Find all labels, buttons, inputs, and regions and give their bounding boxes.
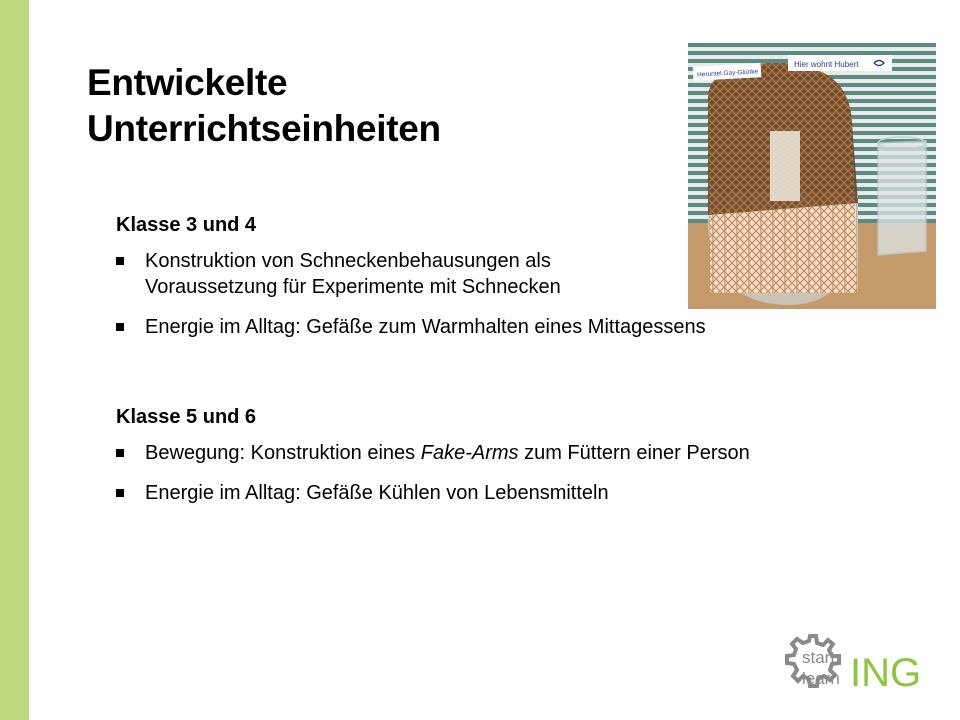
list-item-italic: Fake-Arms [420,442,519,464]
list-item-text: Energie im Alltag: Gefäße zum Warmhalten eines Mittagessens [145,316,706,338]
title-line-2: Unterrichtseinheiten [87,108,441,149]
section-klasse-3-4 [116,212,706,354]
list-item [116,480,750,506]
title-line-1: Entwickelte [87,62,288,103]
slide-title [87,60,441,152]
logo-word-start: start [802,648,836,667]
bullet-list [116,248,706,340]
section-heading: Klasse 3 und 4 [116,214,257,236]
photo-label-right: Hier wohnt Hubert [794,60,859,69]
list-item-text: zum Füttern einer Person [518,442,750,464]
gear-icon [772,630,932,706]
section-klasse-5-6 [116,404,750,520]
logo-word-learn: learn [802,669,840,688]
list-item-text: Energie im Alltag: Gefäße Kühlen von Lebensmitteln [145,482,609,504]
snail-house-illustration [688,43,936,309]
list-item-text-line2: Voraussetzung für Experimente mit Schnecken [145,276,561,298]
bullet-list [116,440,750,506]
snail-house-photo [688,43,936,309]
list-item [116,314,706,340]
list-item [116,440,750,466]
section-heading: Klasse 5 und 6 [116,406,257,428]
startlearning-logo [772,630,932,706]
list-item [116,248,706,300]
logo-word-ing: ING [850,651,922,695]
photo-label-left: Heruntel Gay-Glünke [696,68,759,79]
accent-bar [0,0,29,720]
list-item-text: Bewegung: Konstruktion eines [145,442,421,464]
list-item-text-line1: Konstruktion von Schneckenbehausungen als [145,250,551,272]
